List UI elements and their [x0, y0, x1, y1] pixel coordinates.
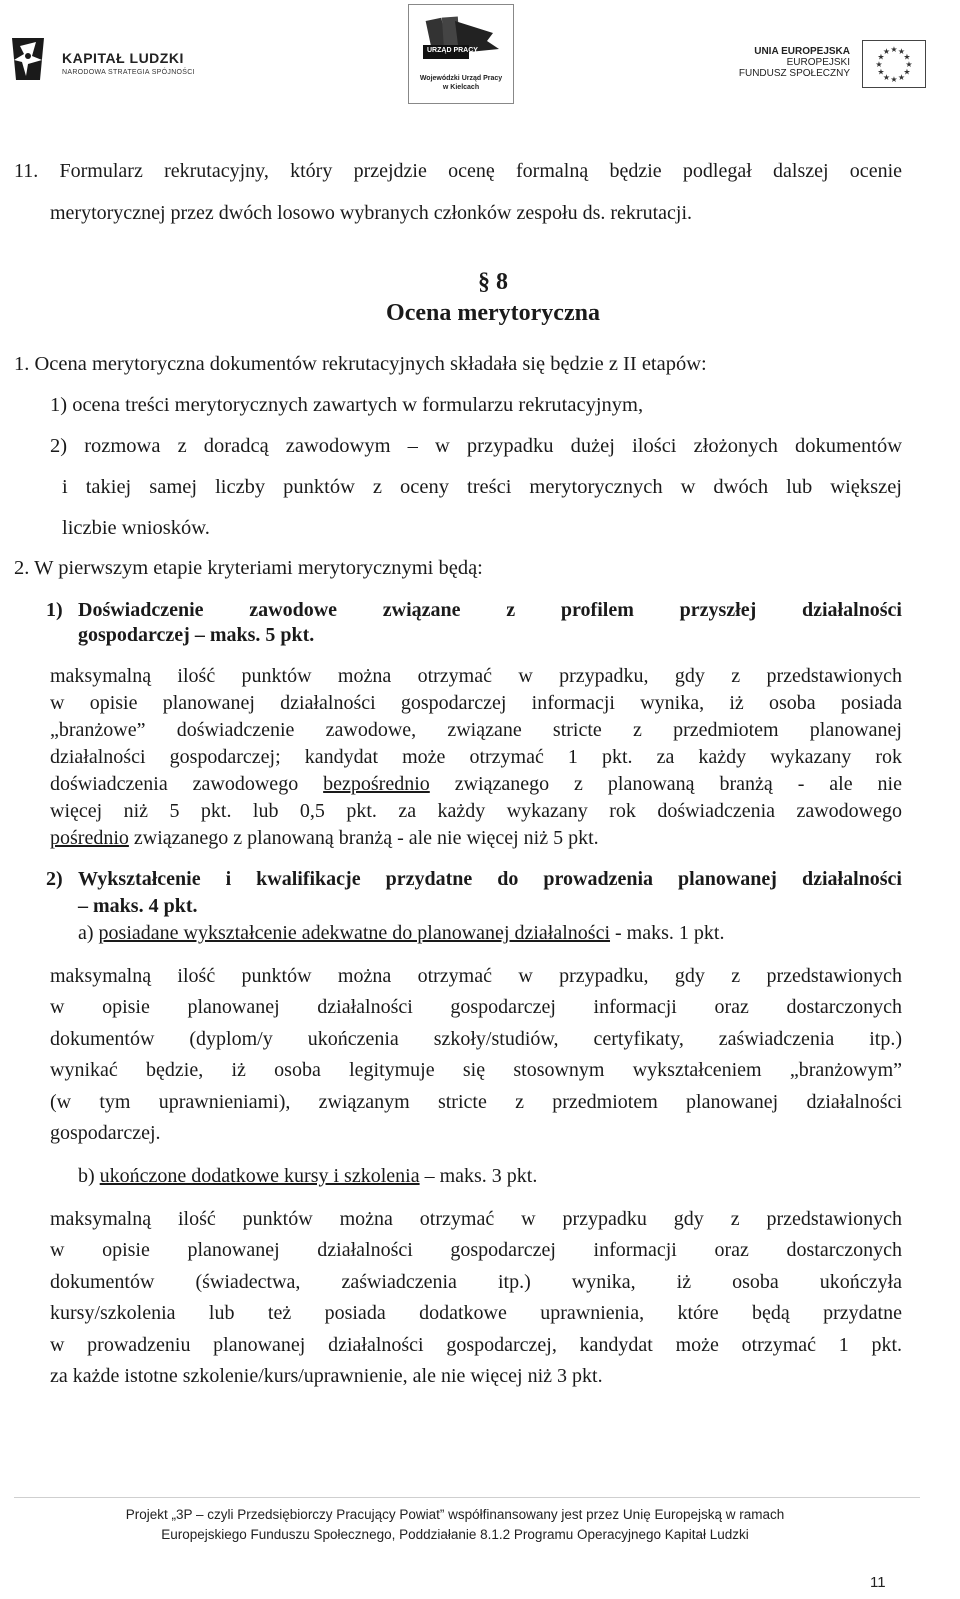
logo-urzad-pracy — [408, 4, 514, 104]
c1-number: 1) — [46, 599, 63, 621]
c2a-number: a) — [78, 922, 94, 944]
logo-left-title: KAPITAŁ LUDZKI — [62, 50, 184, 66]
c1-desc-line7-b: związanego z planowaną branżą - ale nie więcej niż 5 pkt. — [128, 827, 599, 849]
s1-item2-line1: 2) rozmowa z doradcą zawodowym – w przypadku dużej ilości złożonych dokumentów — [50, 435, 902, 457]
c2b-desc-line5: w prowadzeniu planowanej działalności gospodarczej, kandydat może otrzymać 1 pkt. — [50, 1334, 902, 1356]
c1-title-line2: gospodarczej – maks. 5 pkt. — [78, 624, 315, 646]
c2b-desc-line4: kursy/szkolenia lub też posiada dodatkowe uprawnienia, które będą przydatne — [50, 1302, 902, 1324]
eu-star-icon: ★ — [890, 45, 898, 54]
c2a-desc-line3: dokumentów (dyplom/y ukończenia szkoły/studiów, certyfikaty, zaświadczenia itp.) — [50, 1028, 902, 1050]
c1-desc-line5-a: doświadczenia zawodowego — [50, 773, 324, 795]
eu-star-icon: ★ — [897, 73, 906, 82]
c1-desc-line4: działalności gospodarczej; kandydat może otrzymać 1 pkt. za każdy wykazany rok — [50, 746, 902, 768]
c1-desc-line5-b: związanego z planowaną branżą - ale nie — [429, 773, 902, 795]
eu-star-icon: ★ — [882, 47, 891, 56]
c2a-underlined-title: posiadane wykształcenie adekwatne do planowanej działalności — [98, 922, 611, 944]
logo-center-line2: w Kielcach — [442, 84, 480, 91]
logo-right-line2: EUROPEJSKI — [786, 57, 850, 68]
s1-intro: 1. Ocena merytoryczna dokumentów rekrutacyjnych składała się będzie z II etapów: — [14, 353, 707, 375]
logo-center-line1: Wojewódzki Urząd Pracy — [419, 75, 503, 82]
section-title: Ocena merytoryczna — [386, 300, 600, 326]
logo-unia-europejska — [720, 36, 950, 96]
s1-item2-line3: liczbie wniosków. — [62, 517, 210, 539]
c2a-desc-line1: maksymalną ilość punktów można otrzymać w przypadku, gdy z przedstawionych — [50, 965, 902, 987]
paragraph-11-line2: merytorycznej przez dwóch losowo wybranych członków zespołu ds. rekrutacji. — [50, 202, 693, 224]
c2a-points: - maks. 1 pkt. — [610, 922, 725, 944]
logo-right-line3: FUNDUSZ SPOŁECZNY — [738, 68, 850, 79]
c2b-desc-line3: dokumentów (świadectwa, zaświadczenia itp.) wynika, iż osoba ukończyła — [50, 1271, 902, 1293]
c2-number: 2) — [46, 868, 63, 890]
footer-line2: Europejskiego Funduszu Społecznego, Poddziałanie 8.1.2 Programu Operacyjnego Kapitał Ludzki — [161, 1527, 749, 1542]
c2b-underlined-title: ukończone dodatkowe kursy i szkolenia — [99, 1165, 420, 1187]
c1-direct-underlined: bezpośrednio — [323, 773, 430, 795]
section-symbol: § 8 — [478, 269, 508, 295]
c2-title-line2: – maks. 4 pkt. — [78, 895, 198, 917]
c2a-desc-line2: w opisie planowanej działalności gospodarczej informacji oraz dostarczonych — [50, 996, 902, 1018]
c1-desc-line3: „branżowe” doświadczenie zawodowe, związane stricte z przedmiotem planowanej — [50, 719, 902, 741]
c2b-number: b) — [78, 1165, 95, 1187]
logo-kapital-ludzki — [6, 30, 206, 90]
c1-desc-line7 — [50, 823, 599, 854]
eu-star-icon: ★ — [903, 67, 911, 77]
c2a-desc-line5: (w tym uprawnieniami), związanym stricte z przedmiotem planowanej działalności — [50, 1091, 902, 1113]
eu-star-icon: ★ — [882, 73, 891, 82]
s2-intro: 2. W pierwszym etapie kryteriami merytorycznymi będą: — [14, 557, 483, 579]
eu-star-icon: ★ — [890, 75, 898, 84]
eu-star-icon: ★ — [905, 60, 913, 69]
logo-right-line1: UNIA EUROPEJSKA — [754, 46, 850, 57]
c2a-heading — [78, 918, 724, 949]
c2b-desc-line1: maksymalną ilość punktów można otrzymać w przypadku gdy z przedstawionych — [50, 1208, 902, 1230]
c2-title-line1: Wykształcenie i kwalifikacje przydatne do prowadzenia planowanej działalności — [78, 868, 902, 890]
urzad-pracy-arrow-icon — [415, 13, 505, 69]
s1-item2-line2: i takiej samej liczby punktów z oceny treści merytorycznych w dwóch lub większej — [62, 476, 902, 498]
logo-center-badge: URZĄD PRACY — [427, 47, 478, 54]
kapital-ludzki-emblem-icon — [6, 30, 54, 90]
eu-star-icon: ★ — [877, 67, 885, 77]
c2b-heading — [78, 1161, 537, 1192]
c2b-desc-line2: w opisie planowanej działalności gospodarczej informacji oraz dostarczonych — [50, 1239, 902, 1261]
c2a-desc-line4: wynikać będzie, iż osoba legitymuje się stosownym wykształceniem „branżowym” — [50, 1059, 902, 1081]
footer-divider — [14, 1497, 920, 1498]
s1-item1: 1) ocena treści merytorycznych zawartych w formularzu rekrutacyjnym, — [50, 394, 644, 416]
footer-line1: Projekt „3P – czyli Przedsiębiorczy Pracujący Powiat” współfinansowany jest przez Unię Europejską w ramach — [125, 1507, 785, 1522]
c1-desc-line2: w opisie planowanej działalności gospodarczej informacji wynika, iż osoba posiada — [50, 692, 902, 714]
c2a-desc-line6: gospodarczej. — [50, 1122, 161, 1144]
logo-left-subtitle: NARODOWA STRATEGIA SPÓJNOŚCI — [62, 69, 195, 76]
paragraph-11-line1: 11. Formularz rekrutacyjny, który przejdzie ocenę formalną będzie podlegał dalszej ocenie — [14, 160, 902, 182]
eu-star-icon: ★ — [875, 60, 883, 69]
c1-title-line1: Doświadczenie zawodowe związane z profilem przyszłej działalności — [78, 599, 902, 621]
eu-star-icon: ★ — [903, 52, 911, 62]
eu-star-icon: ★ — [877, 52, 885, 62]
page-number: 11 — [870, 1574, 886, 1591]
c1-desc-line1: maksymalną ilość punktów można otrzymać w przypadku, gdy z przedstawionych — [50, 665, 902, 687]
eu-flag-icon — [862, 40, 926, 88]
c2b-points: – maks. 3 pkt. — [419, 1165, 538, 1187]
c1-indirect-underlined: pośrednio — [50, 827, 129, 849]
c1-desc-line6: więcej niż 5 pkt. lub 0,5 pkt. za każdy wykazany rok doświadczenia zawodowego — [50, 800, 902, 822]
c2b-desc-line6: za każde istotne szkolenie/kurs/uprawnienie, ale nie więcej niż 3 pkt. — [50, 1365, 603, 1387]
eu-star-icon: ★ — [897, 47, 906, 56]
